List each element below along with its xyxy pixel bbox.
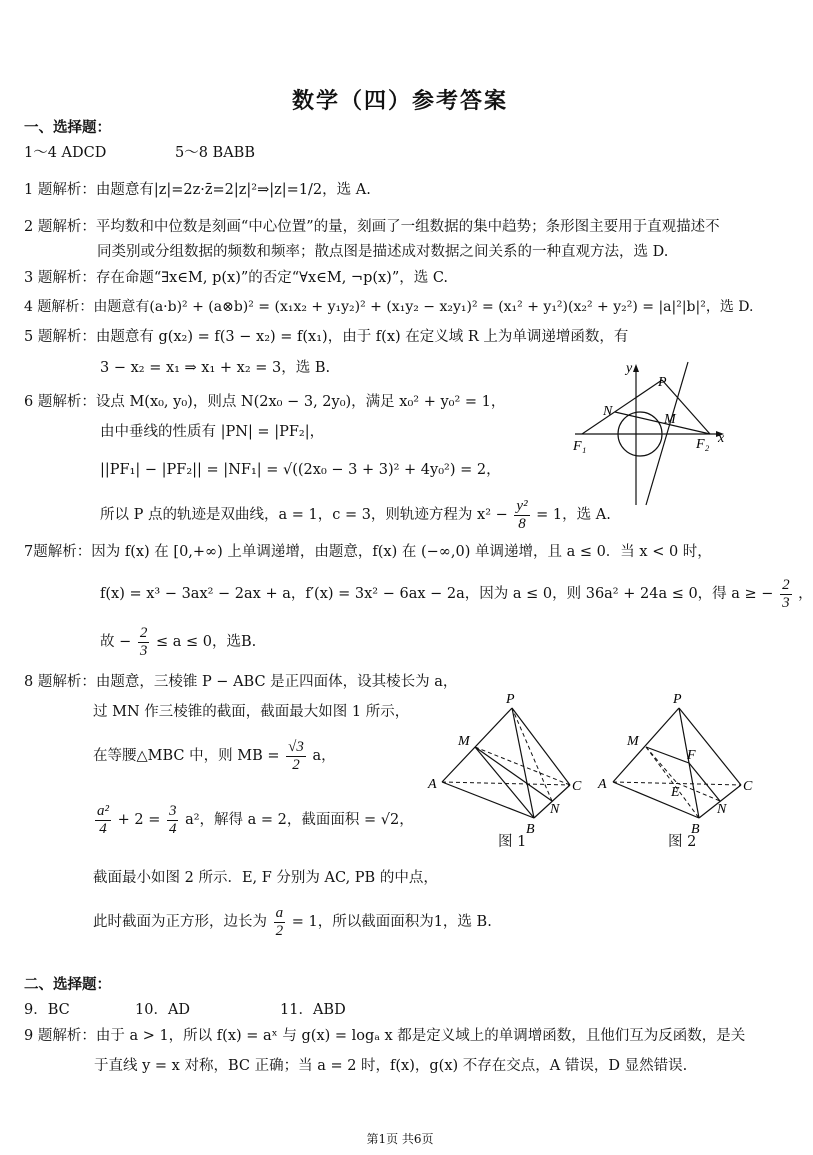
q8-solution-line1: 8 题解析：由题意，三棱锥 P − ABC 是正四面体，设其棱长为 a， bbox=[24, 674, 458, 690]
q6-hyperbola-figure bbox=[570, 360, 730, 510]
fig2-label-e: E bbox=[671, 785, 680, 800]
fraction-a2-over-4: $\frac{\text{a²}}{4}$ bbox=[97, 802, 109, 837]
q6-solution-line2: 由中垂线的性质有 |PN| = |PF₂|， bbox=[100, 424, 325, 440]
answers-1-4: 1～4 ADCD bbox=[24, 145, 107, 161]
answer-9: 9．BC bbox=[24, 1002, 70, 1018]
section-heading-choice: 一、选择题： bbox=[24, 120, 111, 136]
fig1-label-m: M bbox=[458, 734, 470, 749]
tetrahedron-figure-1 bbox=[420, 690, 600, 855]
section-heading-multi-choice: 二、选择题： bbox=[24, 977, 111, 993]
fig1-label-b: B bbox=[526, 822, 535, 837]
fig2-label-f: F bbox=[687, 748, 696, 763]
q6-solution-line4: 所以 P 点的轨迹是双曲线，a = 1，c = 3，则轨迹方程为 x² − $\frac{\text{y²}}{8}$ = 1，选 A. bbox=[100, 497, 611, 532]
label-f2: F₂ bbox=[696, 437, 710, 452]
q9-solution-line2: 于直线 y = x 对称，BC 正确；当 a = 2 时，f(x)，g(x) 不存在交点，A 错误，D 显然错误. bbox=[94, 1058, 688, 1074]
figure-1-caption: 图 1 bbox=[498, 834, 527, 850]
q6-solution-line3: ||PF₁| − |PF₂|| = |NF₁| = √((2x₀ − 3 + 3)² + 4y₀²) = 2， bbox=[100, 462, 501, 478]
fraction-y2-over-8: $\frac{\text{y²}}{8}$ bbox=[516, 497, 528, 532]
q7-solution-line3: 故 − $\frac{2}{3}$ ≤ a ≤ 0，选B. bbox=[100, 624, 257, 659]
fig2-label-a: A bbox=[598, 777, 607, 792]
q2-solution-line1: 2 题解析：平均数和中位数是刻画“中心位置”的量，刻画了一组数据的集中趋势；条形图主要用于直观描述不 bbox=[24, 219, 720, 235]
fig2-label-c: C bbox=[743, 779, 753, 794]
page-footer: 第1页 共6页 bbox=[366, 1132, 434, 1146]
answers-5-8: 5～8 BABB bbox=[175, 145, 255, 161]
q9-solution-line1: 9 题解析：由于 a > 1，所以 f(x) = aˣ 与 g(x) = logₐ x 都是定义域上的单调增函数，且他们互为反函数，是关 bbox=[24, 1028, 746, 1044]
fig2-label-p: P bbox=[673, 692, 682, 707]
fig2-label-m: M bbox=[627, 734, 639, 749]
q3-solution: 3 题解析：存在命题“∃x∈M, p(x)”的否定“∀x∈M, ¬p(x)”，选 C. bbox=[24, 270, 449, 286]
fraction-sqrt3-over-2: $\frac{√3}{2}$ bbox=[288, 738, 304, 773]
q8-solution-line4: $\frac{\text{a²}}{4}$ + 2 = $\frac{3}{4}$ a²，解得 a = 2，截面面积 = √2， bbox=[97, 802, 414, 837]
q4-solution: 4 题解析：由题意有(a·b)² + (a⊗b)² = (x₁x₂ + y₁y₂)² + (x₁y₂ − x₂y₁)² = (x₁² + y₁²)(x₂² + y₂²) = |a|²|b|²，选 D. bbox=[24, 299, 754, 315]
q2-solution-line2: 同类别或分组数据的频数和频率；散点图是描述成对数据之间关系的一种直观方法，选 D. bbox=[97, 244, 669, 260]
q8-solution-line5: 截面最小如图 2 所示．E, F 分别为 AC, PB 的中点， bbox=[93, 870, 438, 886]
q1-solution: 1 题解析：由题意有|z|=2z·z̄=2|z|²⇒|z|=1/2，选 A. bbox=[24, 182, 371, 198]
label-m: M bbox=[664, 412, 676, 427]
answer-11: 11．ABD bbox=[280, 1002, 346, 1018]
fig1-label-a: A bbox=[428, 777, 437, 792]
q7-solution-line1: 7题解析：因为 f(x) 在 [0,+∞) 上单调递增，由题意，f(x) 在 (−∞,0) 单调递增，且 a ≤ 0．当 x < 0 时， bbox=[24, 544, 712, 560]
label-f1: F₁ bbox=[573, 439, 587, 454]
tetrahedron-figure-2 bbox=[595, 690, 775, 855]
fig1-label-c: C bbox=[572, 779, 582, 794]
label-p: P bbox=[658, 375, 667, 390]
q5-solution-line2: 3 − x₂ = x₁ ⇒ x₁ + x₂ = 3，选 B. bbox=[100, 360, 331, 376]
fig2-label-b: B bbox=[691, 822, 700, 837]
page-title: 数学（四）参考答案 bbox=[291, 89, 508, 114]
q6-solution-line1: 6 题解析：设点 M(x₀, y₀)，则点 N(2x₀ − 3, 2y₀)，满足 x₀² + y₀² = 1， bbox=[24, 394, 506, 410]
figure-2-caption: 图 2 bbox=[668, 834, 697, 850]
label-n: N bbox=[603, 404, 613, 419]
fraction-a-over-2: $\frac{a}{2}$ bbox=[275, 904, 284, 939]
fraction-3-over-4: $\frac{3}{4}$ bbox=[168, 802, 177, 837]
q5-solution-line1: 5 题解析：由题意有 g(x₂) = f(3 − x₂) = f(x₁)，由于 f(x) 在定义域 R 上为单调递增函数，有 bbox=[24, 329, 629, 345]
q8-solution-line3: 在等腰△MBC 中，则 MB = $\frac{√3}{2}$ a， bbox=[93, 738, 336, 773]
fig1-label-n: N bbox=[550, 802, 560, 817]
q8-solution-line2: 过 MN 作三棱锥的截面，截面最大如图 1 所示， bbox=[93, 704, 410, 720]
label-y: y bbox=[626, 361, 633, 376]
line-f1-p bbox=[582, 380, 662, 434]
fraction-2-over-3: $\frac{2}{3}$ bbox=[782, 576, 790, 611]
q7-solution-line2: f(x) = x³ − 3ax² − 2ax + a，f′(x) = 3x² − 6ax − 2a，因为 a ≤ 0，则 36a² + 24a ≤ 0，得 a ≥ − $\frac{2}{3}$ ， bbox=[100, 576, 813, 611]
fig1-label-p: P bbox=[506, 692, 515, 707]
q8-solution-line6: 此时截面为正方形，边长为 $\frac{a}{2}$ = 1，所以截面面积为1，选 B. bbox=[93, 904, 492, 939]
fraction-2-over-3-b: $\frac{2}{3}$ bbox=[139, 624, 148, 659]
y-axis-arrow bbox=[633, 364, 639, 372]
line-n-f2 bbox=[615, 412, 710, 434]
answer-10: 10．AD bbox=[135, 1002, 191, 1018]
fig2-label-n: N bbox=[717, 802, 727, 817]
label-x: x bbox=[718, 431, 725, 446]
